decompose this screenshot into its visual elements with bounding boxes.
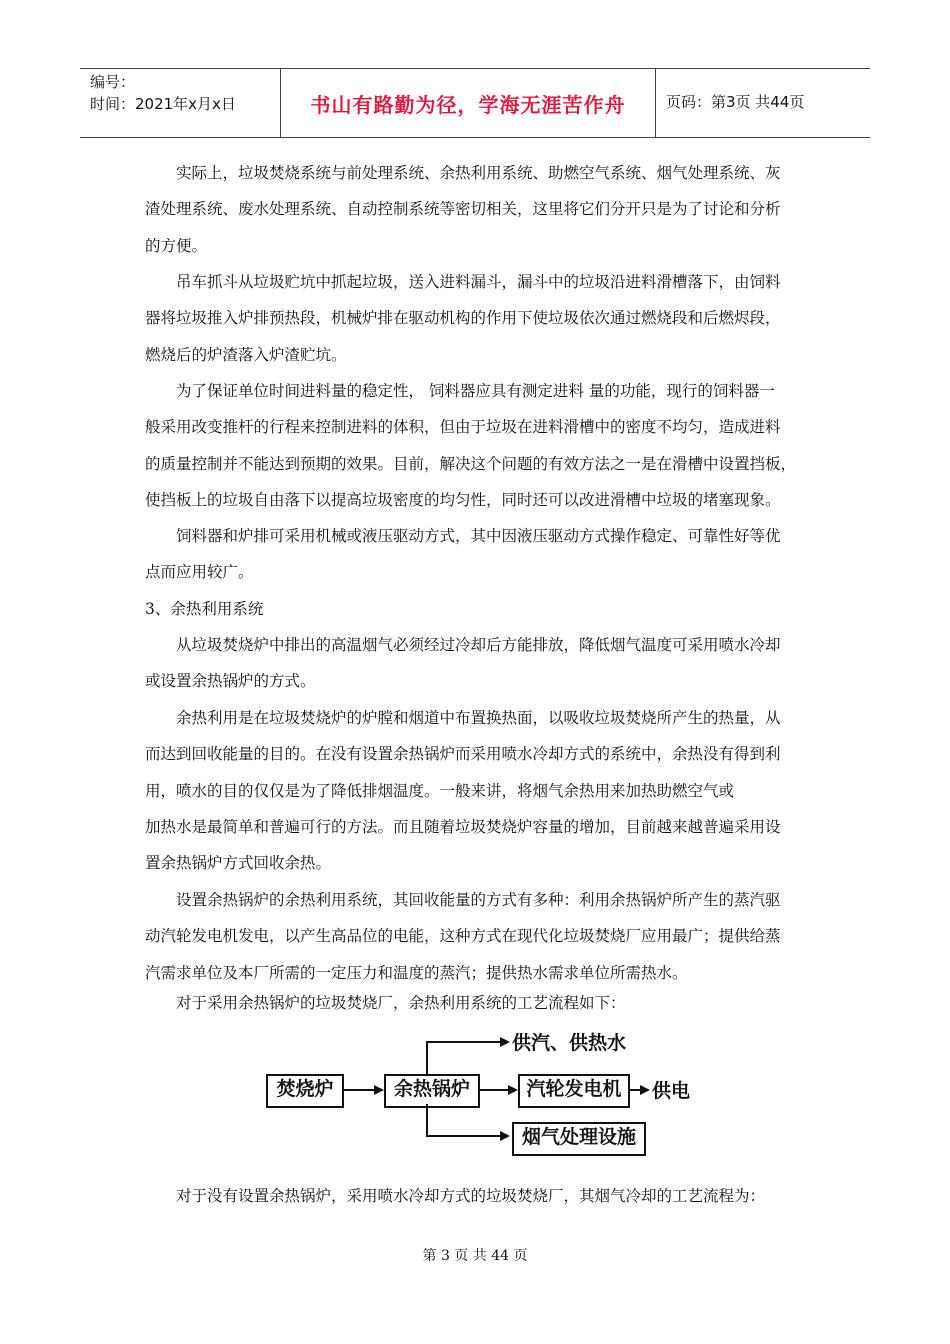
text-line: 点而应用较广。 xyxy=(145,563,254,582)
time-label: 时间：2021年x月x日 xyxy=(90,95,236,113)
text-line: 使挡板上的垃圾自由落下以提高垃圾密度的均匀性，同时还可以改进滑槽中垃圾的堵塞现象。 xyxy=(145,490,781,509)
page-label: 页码：第3页 共44页 xyxy=(666,93,805,111)
flow-box-boiler: 余热锅炉 xyxy=(384,1074,480,1108)
text-line: 加热水是最简单和普遍可行的方法。而且随着垃圾焚烧炉容量的增加，目前越来越普遍采用设 xyxy=(145,817,781,836)
text-line: 般采用改变推杆的行程来控制进料的体积，但由于垃圾在进料滑槽中的密度不均匀，造成进料 xyxy=(145,418,781,437)
flow-connector xyxy=(342,1089,376,1091)
header-info xyxy=(80,69,280,137)
process-flow-diagram xyxy=(260,1022,700,1168)
text-line: 汽需求单位及本厂所需的一定压力和温度的蒸汽；提供热水需求单位所需热水。 xyxy=(145,963,688,982)
text-line: 饲料器和炉排可采用机械或液压驱动方式，其中因液压驱动方式操作稳定、可靠性好等优 xyxy=(176,527,781,545)
text-line: 的质量控制并不能达到预期的效果。目前，解决这个问题的有效方法之一是在滑槽中设置挡板， xyxy=(145,454,797,473)
text-line: 实际上，垃圾焚烧系统与前处理系统、余热利用系统、助燃空气系统、烟气处理系统、灰 xyxy=(176,164,781,182)
text-line: 燃烧后的炉渣落入炉渣贮坑。 xyxy=(145,345,347,364)
paragraph-1 xyxy=(145,155,810,264)
header-page-cell xyxy=(654,69,870,137)
page-footer: 第 3 页 共 44 页 xyxy=(422,1248,528,1264)
paragraph-2 xyxy=(145,264,810,373)
text-line: 用，喷水的目的仅仅是为了降低排烟温度。一般来讲，将烟气余热用来加热助燃空气或 xyxy=(145,781,735,800)
text-line: 吊车抓斗从垃圾贮坑中抓起垃圾，送入进料漏斗，漏斗中的垃圾沿进料滑槽落下，由饲料 xyxy=(176,273,781,291)
text-line: 器将垃圾推入炉排预热段，机械炉排在驱动机构的作用下使垃圾依次通过燃烧段和后燃烬段， xyxy=(145,309,781,328)
paragraph-3 xyxy=(145,373,810,518)
text-line: 为了保证单位时间进料量的稳定性， 饲料器应具有测定进料 量的功能，现行的饲料器一 xyxy=(176,382,775,400)
text-line: 设置余热锅炉的余热利用系统，其回收能量的方式有多种：利用余热锅炉所产生的蒸汽驱 xyxy=(176,891,781,909)
flow-label-steam: 供汽、供热水 xyxy=(512,1032,627,1054)
flow-label-power: 供电 xyxy=(652,1080,691,1102)
text-line: 的方便。 xyxy=(145,236,208,255)
text-line: 对于采用余热锅炉的垃圾焚烧厂，余热利用系统的工艺流程如下： xyxy=(176,994,626,1012)
paragraph-6 xyxy=(145,700,810,881)
text-line: 余热利用是在垃圾焚烧炉的炉膛和烟道中布置换热面，以吸收垃圾焚烧所产生的热量，从 xyxy=(176,709,781,727)
section-title-text: 3、余热利用系统 xyxy=(145,600,264,618)
text-line: 置余热锅炉方式回收余热。 xyxy=(145,854,332,873)
section-title xyxy=(145,591,810,627)
flow-connector xyxy=(426,1135,502,1137)
paragraph-5 xyxy=(145,627,810,700)
text-line: 对于没有设置余热锅炉，采用喷水冷却方式的垃圾焚烧厂，其烟气冷却的工艺流程为： xyxy=(176,1187,766,1205)
text-line: 或设置余热锅炉的方式。 xyxy=(145,672,316,691)
text-line: 动汽轮发电机发电，以产生高品位的电能，这种方式在现代化垃圾焚烧厂应用最广；提供给蒸 xyxy=(145,927,781,946)
text-line: 渣处理系统、废水处理系统、自动控制系统等密切相关，这里将它们分开只是为了讨论和分析 xyxy=(145,200,781,219)
flow-connector xyxy=(426,1042,428,1074)
text-line: 从垃圾焚烧炉中排出的高温烟气必须经过冷却后方能排放，降低烟气温度可采用喷水冷却 xyxy=(176,636,781,654)
paragraph-9 xyxy=(145,1178,810,1214)
flow-box-flue-gas: 烟气处理设施 xyxy=(512,1122,646,1156)
arrow-head-icon xyxy=(500,1037,510,1047)
number-label: 编号： xyxy=(90,73,136,91)
flow-connector xyxy=(426,1041,502,1043)
page-header xyxy=(80,68,870,138)
arrow-head-icon xyxy=(640,1085,650,1095)
flow-connector xyxy=(426,1104,428,1136)
paragraph-8 xyxy=(145,985,810,1021)
arrow-head-icon xyxy=(500,1131,510,1141)
paragraph-4 xyxy=(145,518,810,591)
header-motto-cell xyxy=(280,69,656,137)
text-line: 而达到回收能量的目的。在没有设置余热锅炉而采用喷水冷却方式的系统中，余热没有得到利 xyxy=(145,745,781,764)
paragraph-7 xyxy=(145,882,810,991)
flow-connector xyxy=(478,1089,510,1091)
flow-box-turbine: 汽轮发电机 xyxy=(518,1074,630,1108)
arrow-head-icon xyxy=(374,1085,384,1095)
flow-box-incinerator: 焚烧炉 xyxy=(266,1074,344,1108)
motto: 书山有路勤为径，学海无涯苦作舟 xyxy=(310,93,626,117)
arrow-head-icon xyxy=(508,1085,518,1095)
